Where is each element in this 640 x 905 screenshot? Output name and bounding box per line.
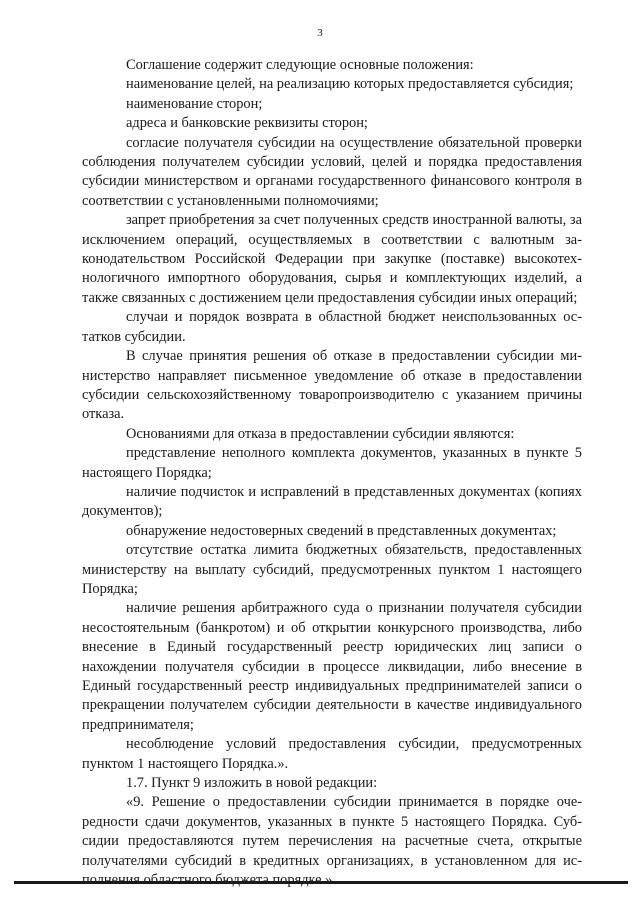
paragraph-refusal-grounds: Основаниями для отказа в предоставлении субсидии являются: — [126, 425, 515, 442]
paragraph-refund-cases: случаи и порядок возврата в областной бюджет неиспользованных остатков субсидии. — [82, 309, 582, 345]
paragraph-no-limit: отсутствие остатка лимита бюджетных обязательств, предоставленных министерству на выплату субсидий, предусмотренных пунктом 1 настоящего Порядка; — [82, 542, 582, 597]
paragraph-bankruptcy: наличие решения арбитражного суда о признании получателя субсидии несостоятельным (банкротом) и об открытии конкурсного производства, либо внесение в Единый государственный реестр юридических лиц записи о нахождении получателя субсидии в процессе ликвидации, либо внесение в Единый государственный реестр индивидуальных предпринимателей записи о прекращении получателем субсидии деятельности в качестве индивидуального предпринимателя; — [82, 600, 582, 733]
paragraph-item-1-7: 1.7. Пункт 9 изложить в новой редакции: — [126, 775, 378, 792]
paragraph-false-info: обнаружение недостоверных сведений в представленных документах; — [126, 522, 557, 539]
paragraph-incomplete-docs: представление неполного комплекта документов, указанных в пункте 5 настоящего Порядка; — [82, 445, 582, 481]
paragraph-agreement-intro: Соглашение содержит следующие основные положения: — [126, 57, 474, 73]
paragraph-consent-check: согласие получателя субсидии на осуществление обязательной проверки соблюдения получателем субсидии условий, целей и порядка предоставления субсидии министерством и органами государственного финансового контроля в соответствии с установленными полномочиями; — [82, 134, 582, 209]
paragraph-currency-ban: запрет приобретения за счет полученных средств иностранной валюты, за исключением операций, осуществляемых в соответствии с валютным законодательством Российской Федерации при закупке (поставке) высокотехнологичного импортного оборудования, сырья и комплектующих изделий, а также связанных с достижением цели предоставления субсидии иных операций; — [82, 212, 582, 306]
paragraph-goals-name: наименование целей, на реализацию которых предоставляется субсидия; — [126, 76, 574, 93]
document-body — [82, 56, 582, 890]
paragraph-item-9-text: «9. Решение о предоставлении субсидии принимается в порядке очередности сдачи документов, указанных в пункте 5 настоящего Порядка. Субсидии предоставляются путем перечисления на расчетные счета, открытые получателями субсидий в кредитных организациях, в установленном для ис — [82, 794, 582, 869]
bottom-divider — [14, 881, 628, 884]
paragraph-corrections: наличие подчисток и исправлений в представленных документах (копиях документов); — [82, 483, 582, 520]
paragraph-non-compliance: несоблюдение условий предоставления субсидии, предусмотренных пунктом 1 настоящего Порядка.». — [82, 736, 582, 772]
paragraph-parties-name: наименование сторон; — [126, 95, 263, 112]
page-number: 3 — [317, 27, 323, 39]
paragraph-refusal-notice: В случае принятия решения об отказе в предоставлении субсидии министерство направляет письменное уведомление об отказе в предоставлении субсидии сельскохозяйственному товаропроизводителю с указанием причины отказа. — [82, 348, 582, 423]
paragraph-addresses: адреса и банковские реквизиты сторон; — [126, 115, 368, 132]
